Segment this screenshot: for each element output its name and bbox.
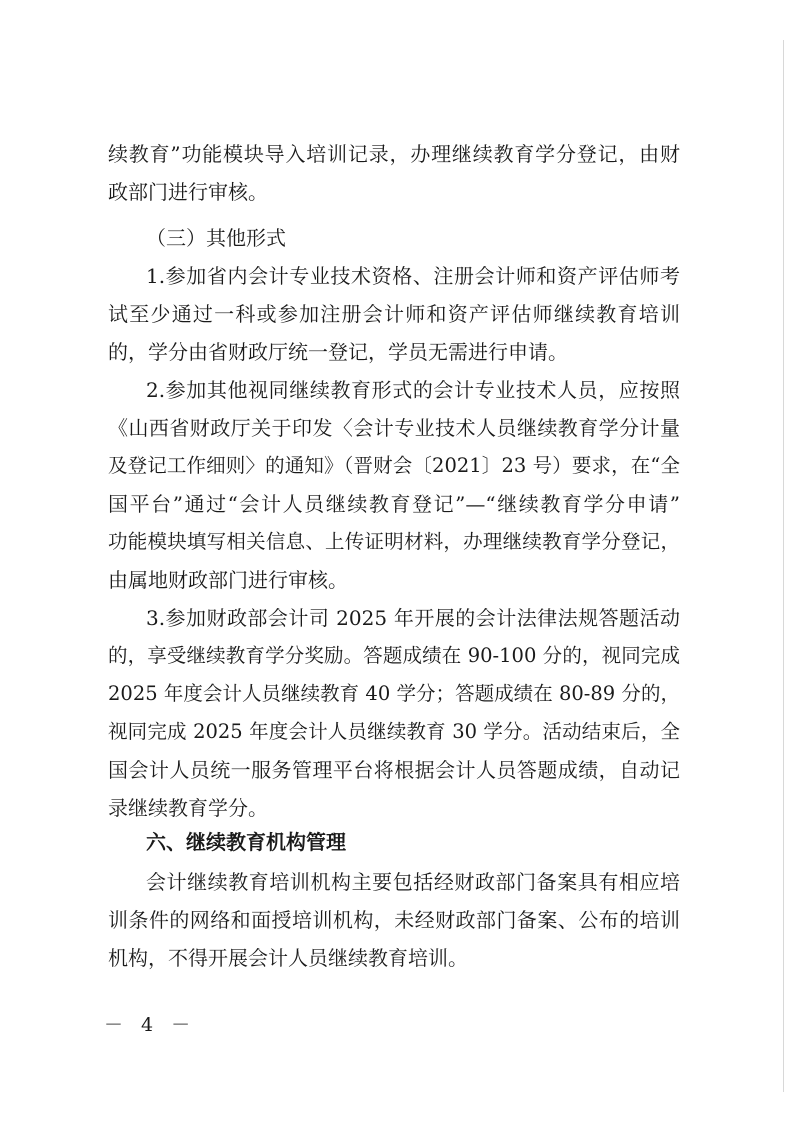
paragraph-line: 训条件的网络和面授培训机构，未经财政部门备案、公布的培训 <box>108 908 680 932</box>
paragraph-line: 会计继续教育培训机构主要包括经财政部门备案具有相应培 <box>146 870 680 894</box>
paragraph-line: 国会计人员统一服务管理平台将根据会计人员答题成绩，自动记 <box>108 758 680 782</box>
scan-edge-line <box>783 40 784 1092</box>
section-subheading: （三）其他形式 <box>146 226 286 250</box>
paragraph-line: 《山西省财政厅关于印发〈会计专业技术人员继续教育学分计量 <box>108 416 680 440</box>
paragraph-line: 的，享受继续教育学分奖励。答题成绩在 90-100 分的，视同完成 <box>108 644 680 667</box>
paragraph-line: 录继续教育学分。 <box>108 796 268 820</box>
paragraph-line: 国平台”通过“会计人员继续教育登记”—“继续教育学分申请” <box>108 492 680 516</box>
paragraph-line: 功能模块填写相关信息、上传证明材料，办理继续教育学分登记， <box>108 530 680 553</box>
paragraph-line: 2025 年度会计人员继续教育 40 学分；答题成绩在 80-89 分的， <box>108 682 680 705</box>
paragraph-line: 政部门进行审核。 <box>108 180 268 204</box>
paragraph-line: 由属地财政部门进行审核。 <box>108 568 348 592</box>
paragraph-line: 的，学分由省财政厅统一登记，学员无需进行申请。 <box>108 340 568 364</box>
paragraph-line: 续教育”功能模块导入培训记录，办理继续教育学分登记，由财 <box>108 142 680 166</box>
paragraph-line: 机构，不得开展会计人员继续教育培训。 <box>108 946 468 970</box>
page-number: － 4 － <box>104 1014 197 1036</box>
paragraph-line: 及登记工作细则〉的通知》（晋财会〔2021〕23 号）要求，在“全 <box>108 454 680 477</box>
paragraph-line: 3.参加财政部会计司 2025 年开展的会计法律法规答题活动 <box>146 606 680 630</box>
paragraph-line: 2.参加其他视同继续教育形式的会计专业技术人员，应按照 <box>146 378 680 402</box>
paragraph-line: 试至少通过一科或参加注册会计师和资产评估师继续教育培训 <box>108 302 680 326</box>
paragraph-line: 1.参加省内会计专业技术资格、注册会计师和资产评估师考 <box>146 264 680 288</box>
section-heading: 六、继续教育机构管理 <box>146 830 346 854</box>
paragraph-line: 视同完成 2025 年度会计人员继续教育 30 学分。活动结束后，全 <box>108 720 680 743</box>
